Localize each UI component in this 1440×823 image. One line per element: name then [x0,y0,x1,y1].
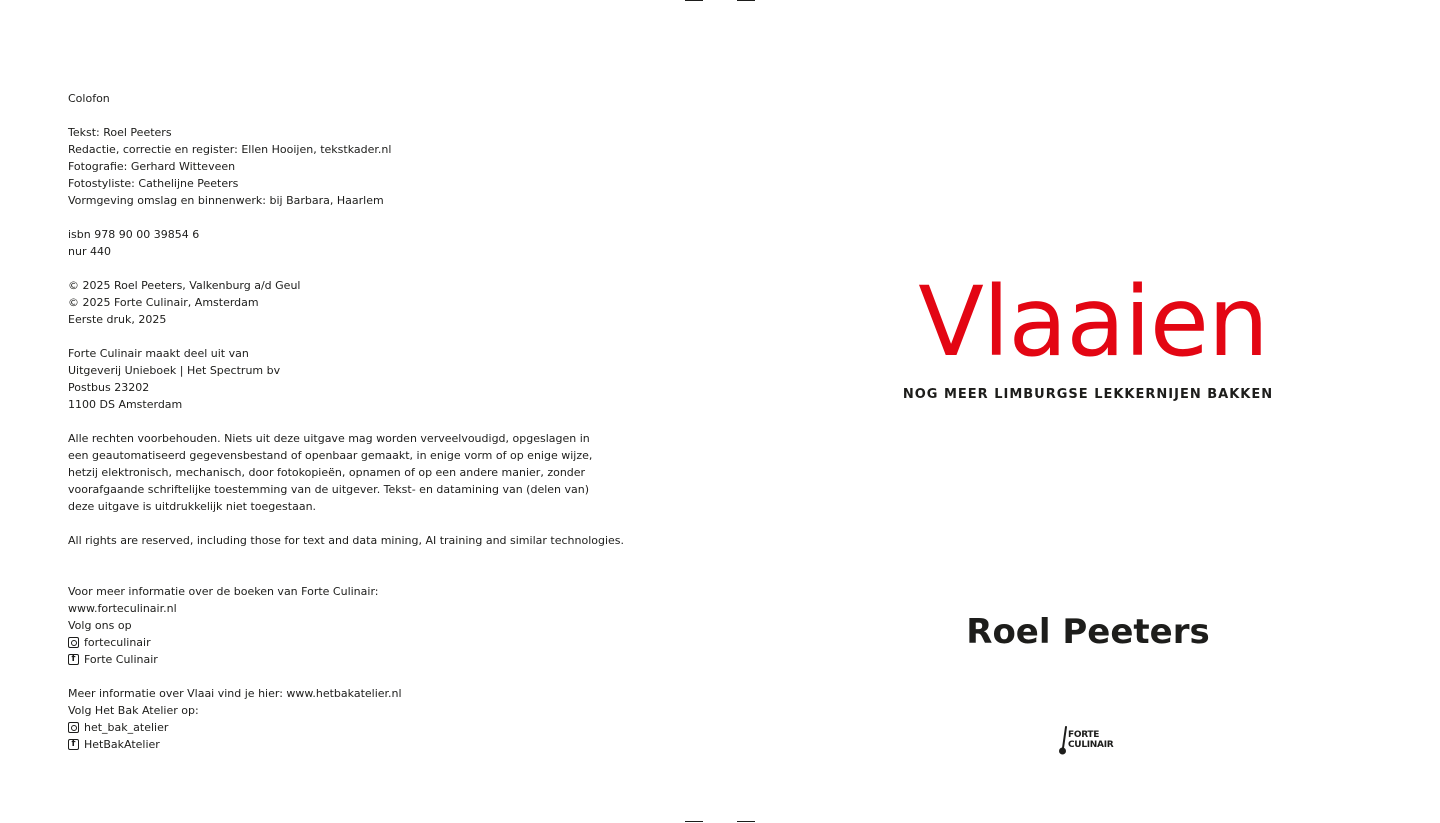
vlaai-social-instagram [68,719,628,736]
book-author: Roel Peeters [966,612,1210,652]
social-instagram [68,634,628,651]
credit-styling: Fotostyliste: Cathelijne Peeters [68,177,239,190]
crop-mark [737,821,755,822]
instagram-icon [68,722,79,733]
book-title: Vlaaien [918,266,1268,378]
book-subtitle: NOG MEER LIMBURGSE LEKKERNIJEN BAKKEN [902,387,1274,402]
vlaai-facebook-handle: HetBakAtelier [84,738,160,751]
crop-mark [737,0,755,1]
more-info-intro: Voor meer informatie over de boeken van Forte Culinair: [68,585,379,598]
copyright-publisher: © 2025 Forte Culinair, Amsterdam [68,296,259,309]
publisher-line: Postbus 23202 [68,381,150,394]
website-link: www.forteculinair.nl [68,602,177,615]
social-facebook [68,651,628,668]
vlaai-follow: Volg Het Bak Atelier op: [68,704,199,717]
rights-english: All rights are reserved, including those for text and data mining, AI training and similar technologies. [68,534,625,547]
logo-text [1068,730,1113,750]
facebook-icon: f [68,739,79,750]
isbn: isbn 978 90 00 39854 6 [68,228,200,241]
copyright-author: © 2025 Roel Peeters, Valkenburg a/d Geul [68,279,301,292]
publisher-logo [1058,726,1128,756]
logo-line-2: CULINAIR [1068,740,1114,750]
crop-mark [685,821,703,822]
credit-design: Vormgeving omslag en binnenwerk: bij Barbara, Haarlem [68,194,384,207]
publisher-line: Uitgeverij Unieboek | Het Spectrum bv [68,364,281,377]
colophon [68,90,628,753]
crop-mark [685,0,703,1]
credit-editing: Redactie, correctie en register: Ellen Hooijen, tekstkader.nl [68,143,392,156]
rights-dutch: Alle rechten voorbehouden. Niets uit deze uitgave mag worden verveelvoudigd, opgeslagen in een geautomatiseerd gegevensbestand of openbaar gemaakt, in enige vorm of op enige wijze, hetzij elektronisch, mechanisch, door fotokopieën, opnamen of op een andere manier, zonder voorafgaande schriftelijke toestemming van de uitgever. Tekst- en datamining van (delen van) deze uitgave is uitdrukkelijk niet toegestaan. [68,432,593,513]
facebook-icon: f [68,654,79,665]
vlaai-info-intro: Meer informatie over Vlaai vind je hier: www.hetbakatelier.nl [68,687,402,700]
edition: Eerste druk, 2025 [68,313,167,326]
instagram-handle: forteculinair [84,636,151,649]
vlaai-instagram-handle: het_bak_atelier [84,721,169,734]
facebook-handle: Forte Culinair [84,653,158,666]
credit-photography: Fotografie: Gerhard Witteveen [68,160,236,173]
credit-text: Tekst: Roel Peeters [68,126,172,139]
colophon-heading: Colofon [68,92,110,105]
publisher-line: Forte Culinair maakt deel uit van [68,347,249,360]
nur: nur 440 [68,245,111,258]
follow-us: Volg ons op [68,619,132,632]
vlaai-social-facebook [68,736,628,753]
publisher-line: 1100 DS Amsterdam [68,398,183,411]
logo-line-1: FORTE [1068,730,1100,740]
instagram-icon [68,637,79,648]
